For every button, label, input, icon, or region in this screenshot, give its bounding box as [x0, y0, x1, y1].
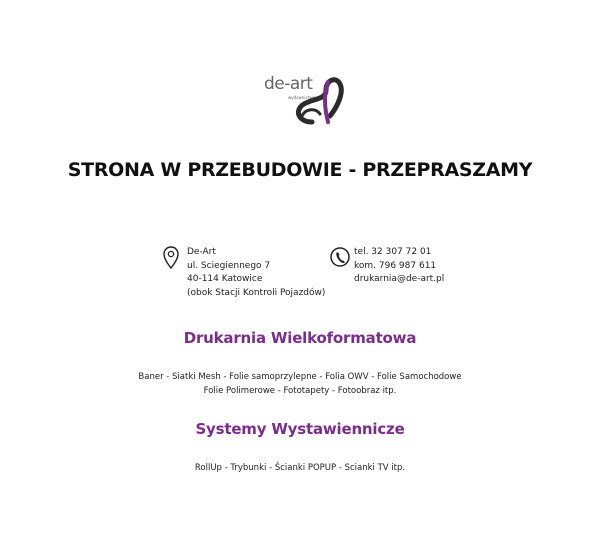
- description-line: Baner - Siatki Mesh - Folie samoprzylepne - Folia OWV - Folie Samochodowe: [138, 372, 462, 382]
- logo-subtitle: wydawnictwo: [288, 95, 316, 100]
- logo-text: de-art: [264, 74, 313, 94]
- phone-icon: [330, 246, 350, 268]
- logo-mark-icon: [284, 72, 344, 128]
- section-title-large-format: Drukarnia Wielkoformatowa: [183, 329, 417, 347]
- contact-address: [187, 246, 325, 300]
- address-line: (obok Stacji Kontroli Pojazdów): [187, 287, 326, 298]
- logo[interactable]: [258, 70, 344, 130]
- address-line: 40-114 Katowice: [187, 274, 263, 284]
- section-description-exhibition-systems: [0, 461, 600, 475]
- section-description-large-format: [0, 370, 600, 398]
- map-pin-icon: [163, 246, 179, 270]
- phone-number[interactable]: tel. 32 307 72 01: [354, 247, 432, 257]
- mobile-number[interactable]: kom. 796 987 611: [354, 260, 437, 271]
- description-line: RollUp - Trybunki - Ścianki POPUP - Scianki TV itp.: [194, 463, 406, 473]
- page-title: STRONA W PRZEBUDOWIE - PRZEPRASZAMY: [67, 159, 533, 181]
- contact-phone: [354, 246, 444, 287]
- section-title-exhibition-systems: Systemy Wystawiennicze: [195, 420, 405, 438]
- address-line: De-Art: [187, 247, 216, 257]
- email-link[interactable]: drukarnia@de-art.pl: [354, 274, 445, 284]
- description-line: Folie Polimerowe - Fototapety - Fotoobraz itp.: [203, 386, 397, 396]
- address-line: ul. Sciegiennego 7: [187, 260, 271, 271]
